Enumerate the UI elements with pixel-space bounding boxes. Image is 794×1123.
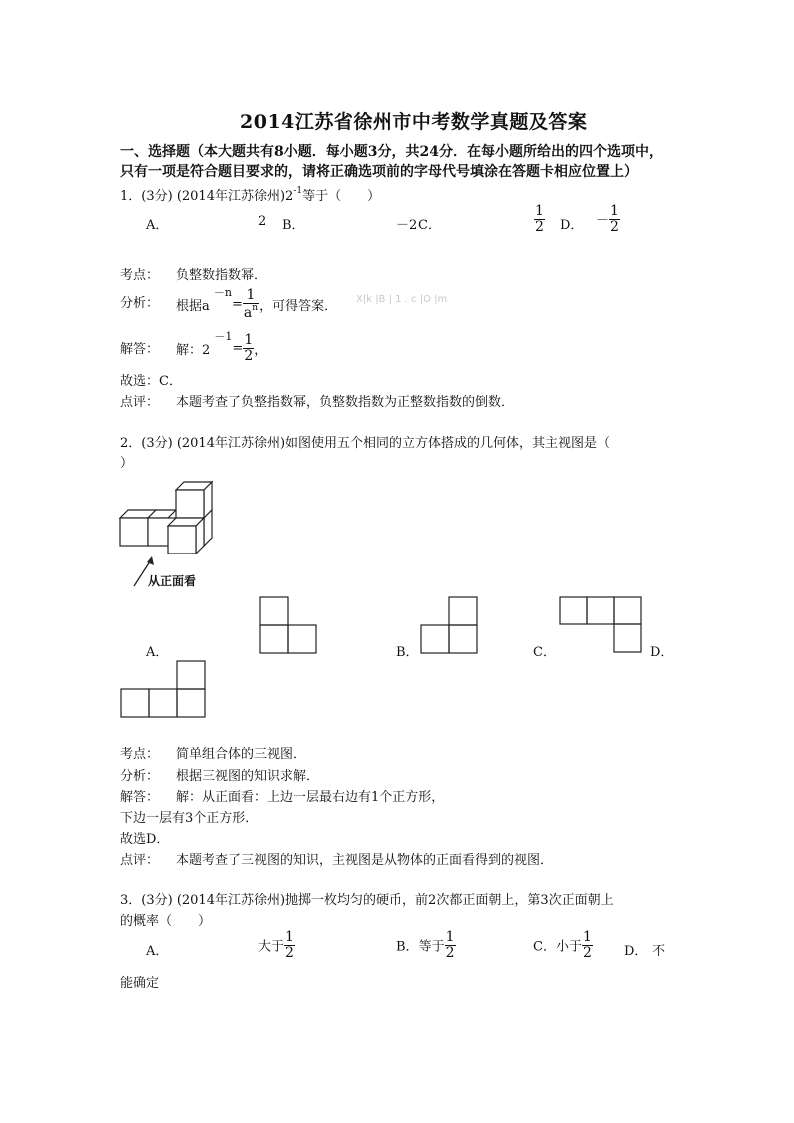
q2-fenxi-text: 根据三视图的知识求解． (176, 769, 320, 784)
q1-option-c-value (534, 204, 545, 234)
q1-stem-tail: 等于（ ） (302, 189, 381, 204)
fraction-one-half: $\frac{1}{2}$ (582, 929, 592, 961)
q1-jieda-label: 解答： (120, 342, 160, 357)
q1-kaodian-text: 负整数指数幂． (176, 268, 268, 283)
q1-answer: 故选：C． (120, 374, 182, 389)
fraction-one-half: $\frac{1}{2}$ (610, 203, 619, 235)
q1-stem-text: 1．(3分) (2014年江苏徐州)2 (120, 189, 294, 204)
fraction-one-half: $\frac{1}{2}$ (445, 929, 455, 961)
section-header-line-1: 一、选择题（本大题共有8小题．每小题3分，共24分．在每小题所给出的四个选项中， (120, 144, 663, 160)
q1-option-b-value: －2 (396, 218, 418, 233)
q3-option-d-text-1: 不 (652, 944, 666, 959)
q2-option-c-label: C． (533, 645, 556, 660)
q2-option-b-label: B． (396, 645, 419, 660)
q2-fenxi-label: 分析： (120, 769, 160, 784)
q2-kaodian-text: 简单组合体的三视图． (176, 747, 307, 762)
q1-option-d-label: D． (560, 218, 584, 233)
q1-option-d-value (596, 204, 620, 234)
q2-jieda-text: 解：从正面看：上边一层最右边有1个正方形， (176, 790, 445, 805)
q3-stem-line-2: 的概率（ ） (120, 914, 212, 929)
fenxi-equals: = (232, 297, 243, 312)
q2-jieda-label: 解答： (120, 790, 160, 805)
fenxi-exponent: －n (213, 286, 232, 299)
watermark: X|k |B | 1 . c |O |m (356, 294, 448, 305)
q2-option-d-label: D． (650, 645, 674, 660)
page-title: 2014江苏省徐州市中考数学真题及答案 (240, 111, 588, 133)
q3-stem-line-1: 3．(3分) (2014年江苏徐州)抛掷一枚均匀的硬币，前2次都正面朝上，第3次正面朝上 (120, 893, 614, 908)
q2-option-c-figure (559, 596, 643, 654)
q2-jieda-line-2: 下边一层有3个正方形． (120, 811, 259, 826)
fraction-one-over-a-n: $\frac{1}{a^n}$ (243, 287, 259, 321)
view-direction-label: 从正面看 (148, 574, 197, 588)
q3-option-a-label: A． (146, 944, 169, 959)
q2-option-d-figure (120, 660, 206, 718)
q3-option-c: C．小于 $\frac{1}{2}$ (533, 929, 592, 961)
q1-fenxi-label: 分析： (120, 296, 160, 311)
q2-option-a-figure (259, 596, 317, 654)
q1-fenxi-text (176, 284, 337, 321)
fraction-one-half: $\frac{1}{2}$ (535, 203, 544, 235)
q1-jieda-text: 解：2 $^{-1}$= $\frac{1}{2}$ ， (176, 330, 268, 364)
q1-kaodian-label: 考点： (120, 268, 160, 283)
q1-dianping-label: 点评： (120, 395, 160, 410)
q2-option-b-figure (420, 596, 478, 654)
q2-option-a-label: A． (146, 645, 169, 660)
q1-stem (120, 185, 380, 204)
q2-kaodian-label: 考点： (120, 747, 160, 762)
q3-option-a-value: 大于 $\frac{1}{2}$ (258, 929, 294, 961)
q3-option-d-label: D． (624, 944, 648, 959)
q1-dianping-text: 本题考查了负整指数幂，负整数指数为正整数指数的倒数． (176, 395, 515, 410)
q1-option-a-value: 2 (258, 214, 267, 229)
q3-option-b: B．等于 $\frac{1}{2}$ (396, 929, 455, 961)
q1-option-a-label: A． (146, 218, 169, 233)
q2-stem-line-1: 2．(3分) (2014年江苏徐州)如图使用五个相同的立方体搭成的几何体，其主视图是（ (120, 436, 611, 451)
fenxi-a: 根据a (176, 299, 210, 314)
q1-option-b-label: B． (282, 218, 305, 233)
q1-option-c-label: C． (418, 218, 441, 233)
q2-dianping-label: 点评： (120, 853, 160, 868)
fraction-one-half: $\frac{1}{2}$ (244, 332, 254, 364)
fenxi-tail: ，可得答案． (259, 299, 338, 314)
fraction-one-half: $\frac{1}{2}$ (285, 929, 294, 961)
cube-solid-figure (118, 478, 228, 554)
section-header-line-2: 只有一项是符合题目要求的，请将正确选项前的字母代号填涂在答题卡相应位置上） (120, 164, 638, 180)
q3-option-d-text-2: 能确定 (120, 976, 160, 991)
q2-stem-line-2: ） (120, 456, 134, 471)
q2-answer: 故选D． (120, 832, 170, 847)
q1-stem-exponent: -1 (293, 186, 303, 196)
q2-dianping-text: 本题考查了三视图的知识，主视图是从物体的正面看得到的视图． (176, 853, 554, 868)
negative-sign: － (596, 213, 610, 229)
